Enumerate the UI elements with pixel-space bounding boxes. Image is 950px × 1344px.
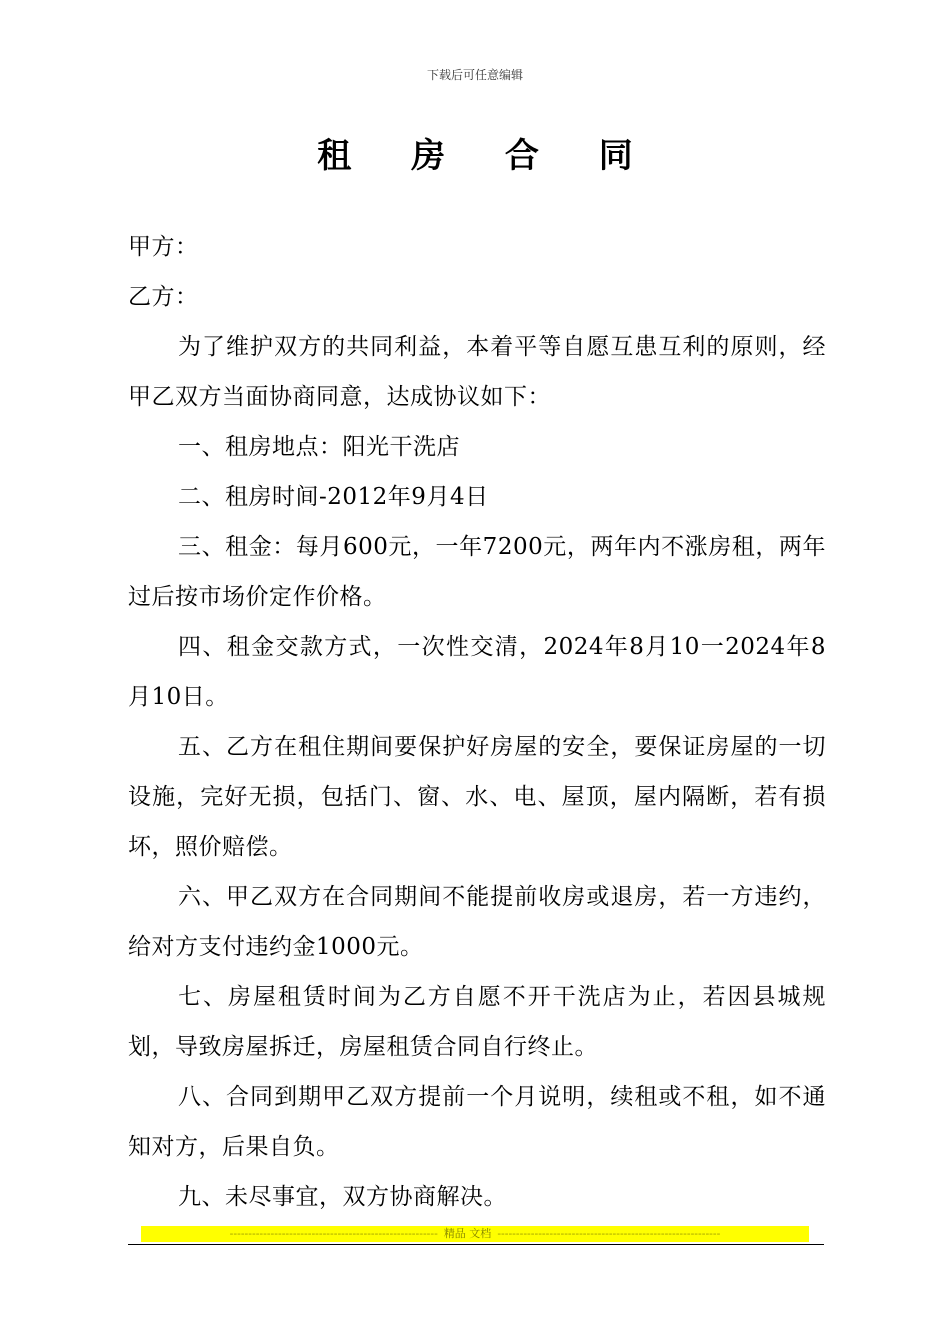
footer-label: 精品 文档 (443, 1227, 492, 1240)
footer-banner (141, 1226, 809, 1242)
footer-rule (128, 1244, 824, 1245)
footer-dashes-right: ------------------------------------------------------------ (497, 1227, 721, 1240)
intro-paragraph: 为了维护双方的共同利益，本着平等自愿互患互利的原则，经甲乙双方当面协商同意，达成协议如下： (128, 334, 826, 410)
clause-2: 二、租房时间-2012年9月4日 (178, 484, 489, 510)
clause-1: 一、租房地点：阳光干洗店 (178, 434, 460, 460)
footer-dashes-left: -------------------------------------------------------- (229, 1227, 438, 1240)
clause-8: 八、合同到期甲乙双方提前一个月说明，续租或不租，如不通知对方，后果自负。 (128, 1084, 826, 1160)
clause-4: 四、租金交款方式，一次性交清，2024年8月10一2024年8月10日。 (128, 634, 826, 710)
clause-7: 七、房屋租赁时间为乙方自愿不开干洗店为止，若因县城规划，导致房屋拆迁，房屋租赁合同自行终止。 (128, 984, 826, 1060)
header-note: 下载后可任意编辑 (426, 68, 523, 82)
contract-body (128, 222, 826, 1222)
clause-3: 三、租金：每月600元，一年7200元，两年内不涨房租，两年过后按市场价定作价格。 (128, 534, 826, 610)
party-a-line: 甲方： (128, 234, 199, 260)
clause-9: 九、未尽事宜，双方协商解决。 (178, 1184, 507, 1210)
party-b-line: 乙方： (128, 284, 199, 310)
clause-6: 六、甲乙双方在合同期间不能提前收房或退房，若一方违约，给对方支付违约金1000元。 (128, 884, 826, 960)
document-title: 租 房 合 同 (317, 136, 657, 176)
clause-5: 五、乙方在租住期间要保护好房屋的安全，要保证房屋的一切设施，完好无损，包括门、窗、水、电、屋顶，屋内隔断，若有损坏，照价赔偿。 (128, 734, 826, 860)
